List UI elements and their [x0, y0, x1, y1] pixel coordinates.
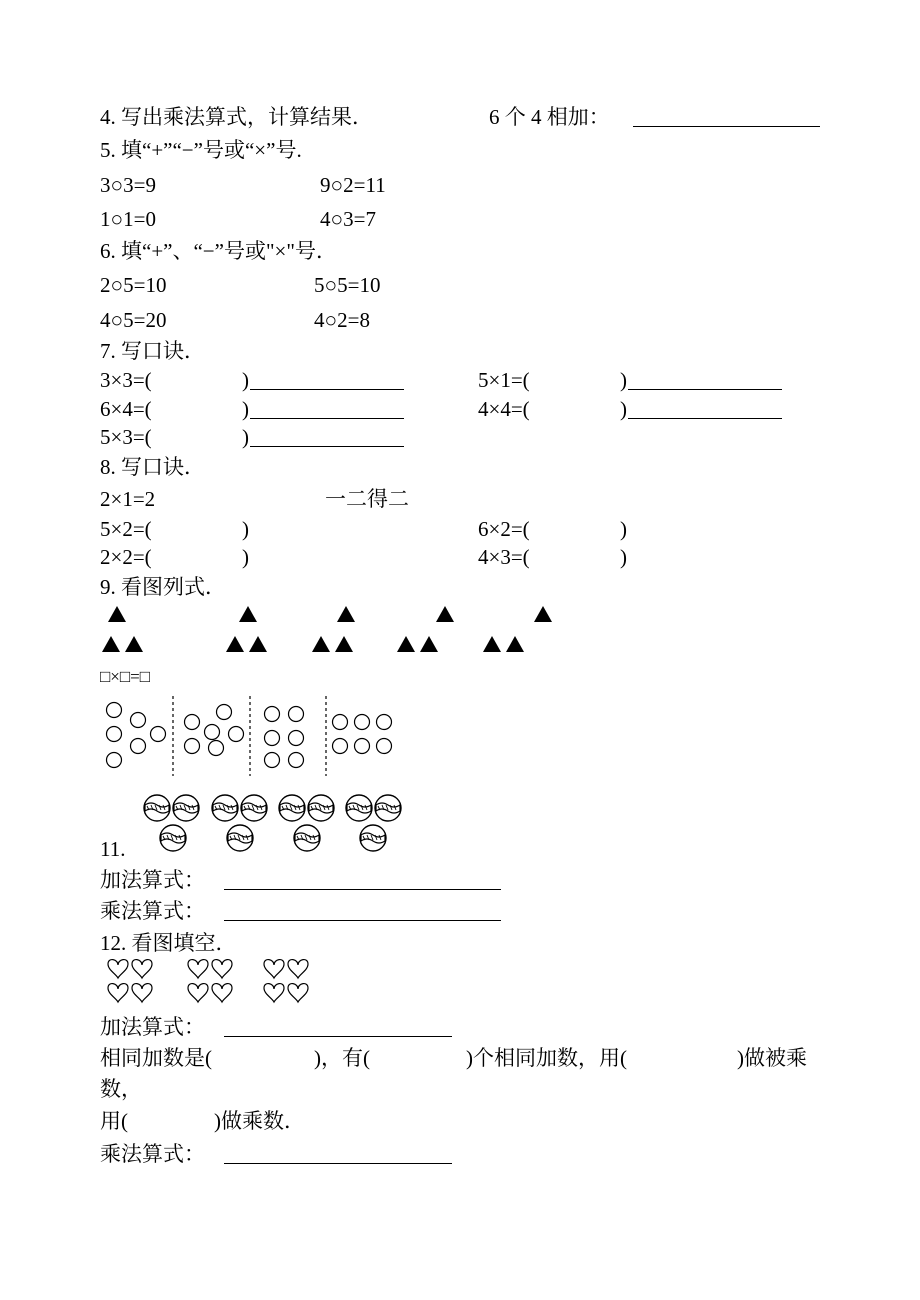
triangle-icon	[108, 606, 126, 622]
circle-icon	[289, 731, 304, 746]
heart-icon	[264, 984, 284, 1002]
q8-item: 6×2=(	[478, 517, 530, 541]
q6-item: 2○5=10	[100, 273, 167, 297]
q12-line1-b: )，有(	[314, 1046, 370, 1070]
q7-close: )	[620, 368, 627, 392]
heart-icon	[212, 984, 232, 1002]
q11-add-label: 加法算式：	[100, 868, 205, 892]
q11-mul-answer-line[interactable]	[224, 900, 501, 921]
heart-icon	[108, 984, 128, 1002]
q11-label: 11.	[100, 837, 126, 861]
heart-icon	[212, 960, 232, 978]
q7-answer-line[interactable]	[628, 369, 782, 390]
circle-icon	[377, 715, 392, 730]
circle-icon	[131, 739, 146, 754]
circle-icon	[131, 713, 146, 728]
q8-item: 2×2=(	[100, 545, 152, 569]
ball-icon	[294, 825, 320, 851]
circle-icon	[151, 727, 166, 742]
heart-icon	[132, 960, 152, 978]
q5-item: 4○3=7	[320, 207, 377, 231]
q7-close: )	[620, 397, 627, 421]
heart-icon	[264, 960, 284, 978]
triangle-group	[226, 606, 267, 652]
triangle-group	[102, 606, 143, 652]
triangle-groups-figure	[100, 602, 560, 658]
q7-answer-line[interactable]	[250, 398, 404, 419]
ball-icon	[375, 795, 401, 821]
heart-icon	[288, 984, 308, 1002]
q5-label: 5. 填“+”“−”号或“×”号.	[100, 138, 302, 162]
circle-icon	[289, 707, 304, 722]
circle-icon	[209, 741, 224, 756]
ball-icon	[144, 795, 170, 821]
triangle-icon	[312, 636, 330, 652]
circle-icon	[333, 715, 348, 730]
q7-item: 5×3=(	[100, 425, 152, 449]
q7-answer-line[interactable]	[250, 426, 404, 447]
ball-icon	[360, 825, 386, 851]
q7-item: 3×3=(	[100, 368, 152, 392]
circle-groups-figure	[100, 696, 410, 780]
triangle-icon	[239, 606, 257, 622]
q12-line1-d: )做被乘	[737, 1046, 807, 1070]
circle-icon	[107, 703, 122, 718]
triangle-group	[483, 606, 552, 652]
q7-item: 6×4=(	[100, 397, 152, 421]
q12-line2: 数，	[100, 1077, 142, 1101]
q11-add-answer-line[interactable]	[224, 869, 501, 890]
heart-groups-figure	[104, 958, 319, 1008]
circle-icon	[107, 753, 122, 768]
circle-icon	[265, 731, 280, 746]
heart-icon	[188, 984, 208, 1002]
q12-line3-b: )做乘数．	[214, 1109, 305, 1133]
q8-close: )	[242, 517, 249, 541]
q12-mul-label: 乘法算式：	[100, 1142, 205, 1166]
q8-example-rhyme: 一二得二	[325, 487, 409, 511]
ball-icon	[173, 795, 199, 821]
ball-icon	[308, 795, 334, 821]
q8-item: 4×3=(	[478, 545, 530, 569]
circle-icon	[333, 739, 348, 754]
circle-icon	[229, 727, 244, 742]
circle-icon	[377, 739, 392, 754]
q6-item: 4○5=20	[100, 308, 167, 332]
triangle-icon	[534, 606, 552, 622]
q12-label: 12. 看图填空．	[100, 931, 237, 955]
heart-icon	[288, 960, 308, 978]
ball-groups-figure	[140, 792, 410, 856]
triangle-icon	[335, 636, 353, 652]
ball-icon	[160, 825, 186, 851]
q7-item: 5×1=(	[478, 368, 530, 392]
triangle-group	[397, 606, 454, 652]
q7-answer-line[interactable]	[250, 369, 404, 390]
q8-close: )	[620, 545, 627, 569]
circle-icon	[355, 715, 370, 730]
circle-icon	[265, 707, 280, 722]
q8-item: 5×2=(	[100, 517, 152, 541]
q8-label: 8. 写口诀．	[100, 455, 205, 479]
circle-icon	[265, 753, 280, 768]
ball-icon	[346, 795, 372, 821]
circle-icon	[289, 753, 304, 768]
heart-icon	[188, 960, 208, 978]
triangle-icon	[249, 636, 267, 652]
circle-icon	[217, 705, 232, 720]
circle-icon	[355, 739, 370, 754]
q12-line1-c: )个相同加数，用(	[466, 1046, 627, 1070]
heart-icon	[108, 960, 128, 978]
q4-label: 4. 写出乘法算式，计算结果．	[100, 105, 373, 129]
q7-close: )	[242, 425, 249, 449]
q9-equation-template: □×□=□	[100, 667, 150, 686]
q12-line3-a: 用(	[100, 1109, 128, 1133]
triangle-group	[312, 606, 355, 652]
q8-example-equation: 2×1=2	[100, 487, 156, 511]
heart-icon	[132, 984, 152, 1002]
q7-item: 4×4=(	[478, 397, 530, 421]
q7-close: )	[242, 368, 249, 392]
q12-mul-answer-line[interactable]	[224, 1143, 452, 1164]
ball-icon	[212, 795, 238, 821]
q11-mul-label: 乘法算式：	[100, 899, 205, 923]
q12-add-label: 加法算式：	[100, 1015, 205, 1039]
q5-item: 9○2=11	[320, 173, 386, 197]
circle-icon	[107, 727, 122, 742]
q5-item: 1○1=0	[100, 207, 157, 231]
ball-icon	[227, 825, 253, 851]
q8-close: )	[242, 545, 249, 569]
circle-icon	[185, 739, 200, 754]
q6-item: 5○5=10	[314, 273, 381, 297]
triangle-icon	[483, 636, 501, 652]
triangle-icon	[337, 606, 355, 622]
triangle-icon	[125, 636, 143, 652]
q12-line1-a: 相同加数是(	[100, 1046, 212, 1070]
triangle-icon	[226, 636, 244, 652]
q9-label: 9. 看图列式．	[100, 575, 226, 599]
q7-answer-line[interactable]	[628, 398, 782, 419]
q6-item: 4○2=8	[314, 308, 371, 332]
ball-icon	[241, 795, 267, 821]
triangle-icon	[397, 636, 415, 652]
q7-label: 7. 写口诀．	[100, 339, 205, 363]
circle-icon	[185, 715, 200, 730]
q5-item: 3○3=9	[100, 173, 157, 197]
q12-add-answer-line[interactable]	[224, 1016, 452, 1037]
triangle-icon	[436, 606, 454, 622]
triangle-icon	[102, 636, 120, 652]
q7-close: )	[242, 397, 249, 421]
q4-prompt: 6 个 4 相加：	[489, 105, 610, 129]
ball-icon	[279, 795, 305, 821]
circle-icon	[205, 725, 220, 740]
q8-close: )	[620, 517, 627, 541]
q6-label: 6. 填“+”、“−”号或"×"号．	[100, 239, 337, 263]
triangle-icon	[420, 636, 438, 652]
triangle-icon	[506, 636, 524, 652]
q4-answer-line[interactable]	[633, 106, 820, 127]
